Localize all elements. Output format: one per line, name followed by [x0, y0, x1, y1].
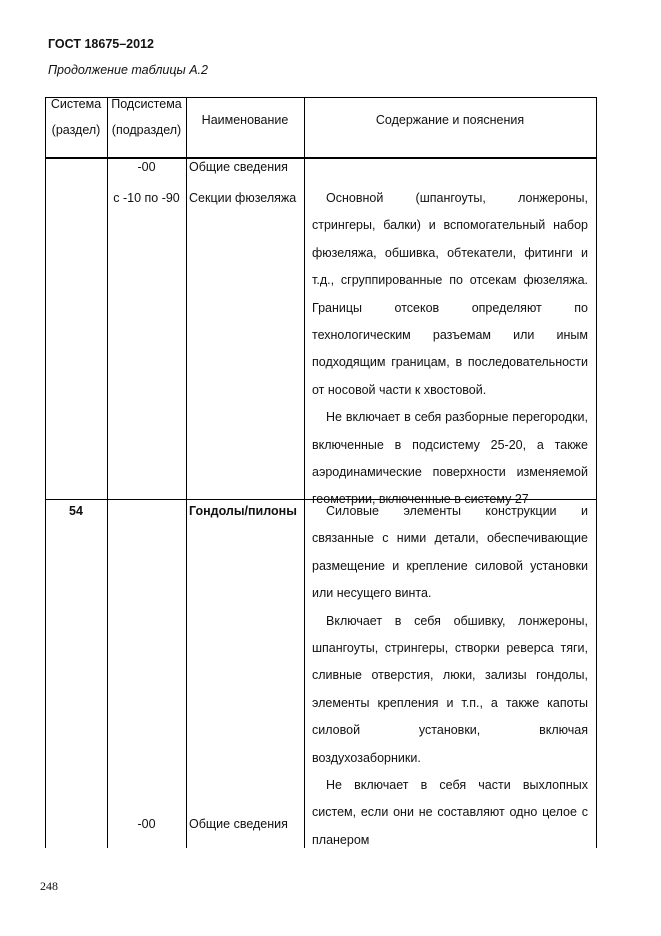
- row2-description-paragraph: Основной (шпангоуты, лонжероны, стрингеры, балки) и вспомогательный набор фюзеляжа, обшивка, обтекатели, фитинги и т.д., сгруппированные по отсекам фюзеляжа. Границы отсеков определяют по технологическим разъемам или иным подходящим границам, в последовательности от носовой части к хвостовой.: [312, 191, 588, 397]
- row3-name: Гондолы/пилоны: [189, 504, 297, 518]
- column-divider-3: [304, 97, 305, 848]
- header-name: Наименование: [201, 113, 289, 127]
- header-subsystem: Подсистема (подраздел): [111, 97, 182, 137]
- row1-subsystem: -00: [137, 160, 156, 174]
- row3-description-paragraph: Силовые элементы конструкции и связанные с ними детали, обеспечивающие размещение и крепление силовой установки или несущего винта.: [312, 504, 588, 601]
- row3-description-paragraph: Включает в себя обшивку, лонжероны, шпангоуты, стрингеры, створки реверса тяги, сливные отверстия, люки, зализы гондолы, элементы крепления и т.п., а также капоты силовой установки, включая воздухозаборники.: [312, 613, 588, 765]
- row4-name: Общие сведения: [189, 817, 288, 831]
- header-description: Содержание и пояснения: [375, 113, 525, 127]
- document-code: ГОСТ 18675–2012: [48, 37, 154, 51]
- header-divider: [45, 157, 597, 159]
- table-border-right: [596, 97, 597, 848]
- row3-system: 54: [69, 504, 83, 518]
- row2-description: [312, 185, 588, 514]
- column-divider-1: [107, 97, 108, 848]
- page-number: 248: [40, 879, 58, 893]
- row2-name: Секции фюзеляжа: [189, 191, 297, 205]
- table-caption: Продолжение таблицы А.2: [48, 63, 208, 77]
- data-table: [45, 97, 597, 848]
- column-divider-2: [186, 97, 187, 848]
- row3-description: [312, 498, 588, 854]
- row1-name: Общие сведения: [189, 160, 288, 174]
- table-border-left: [45, 97, 46, 848]
- row4-subsystem: -00: [137, 817, 156, 831]
- header-system: Система (раздел): [50, 97, 102, 137]
- row2-subsystem: с -10 по -90: [113, 191, 180, 205]
- row3-description-paragraph: Не включает в себя части выхлопных систем, если они не составляют одно целое с планером: [312, 778, 588, 847]
- row2-description-paragraph: Не включает в себя разборные перегородки, включенные в подсистему 25-20, а также аэродинамические поверхности изменяемой геометрии, включенные в систему 27: [312, 410, 588, 507]
